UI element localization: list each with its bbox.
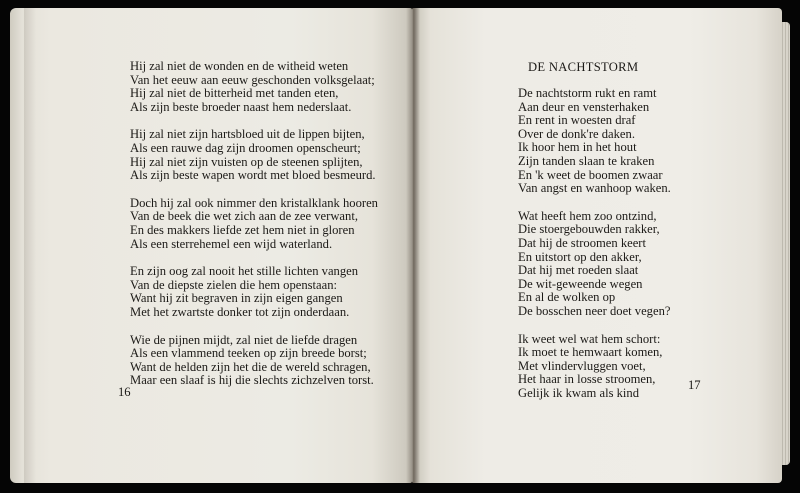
poem-line: En zijn oog zal nooit het stille lichten vangen xyxy=(130,264,359,279)
poem-line: Hij zal niet zijn hartsbloed uit de lippen bijten, xyxy=(130,127,365,142)
poem-line: En rent in woesten draf xyxy=(518,113,636,128)
poem-line: Van het eeuw aan eeuw geschonden volksgelaat; xyxy=(130,72,375,87)
poem-line: Als zijn beste broeder naast hem nederslaat. xyxy=(130,99,352,114)
stanza xyxy=(518,87,671,196)
poem-line: Hij zal niet zijn vuisten op de steenen splijten, xyxy=(130,154,363,169)
poem-line: Over de donk're daken. xyxy=(518,126,635,141)
right-poem xyxy=(518,87,671,414)
poem-line: Die stoergebouwden rakker, xyxy=(518,222,660,237)
poem-title: DE NACHTSTORM xyxy=(528,60,639,74)
left-page xyxy=(10,8,412,483)
poem-line: En uitstort op den akker, xyxy=(518,249,642,264)
stanza xyxy=(130,60,378,114)
book-gutter xyxy=(406,8,420,483)
poem-line: Met het zwartste donker tot zijn onderdaan. xyxy=(130,304,350,319)
poem-line: En 'k weet de boomen zwaar xyxy=(518,167,663,182)
poem-line: Hij zal niet de bitterheid met tanden eten, xyxy=(130,86,339,101)
poem-line: Hij zal niet de wonden en de witheid weten xyxy=(130,59,349,73)
page-number-left: 16 xyxy=(118,385,131,399)
right-page xyxy=(412,8,782,483)
poem-line: Ik hoor hem in het hout xyxy=(518,140,637,155)
stanza xyxy=(130,197,378,251)
stanza xyxy=(518,333,671,401)
poem-line: De nachtstorm rukt en ramt xyxy=(518,86,657,100)
poem-line: Dat hij met roeden slaat xyxy=(518,263,639,278)
poem-line: Van de beek die wet zich aan de zee verwant, xyxy=(130,209,358,224)
poem-line: Gelijk ik kwam als kind xyxy=(518,385,640,400)
poem-line: Als een rauwe dag zijn droomen openscheurt; xyxy=(130,140,361,155)
stanza xyxy=(130,128,378,182)
open-book xyxy=(10,8,782,483)
poem-line: Ik weet wel wat hem schort: xyxy=(518,331,661,346)
poem-line: Doch hij zal ook nimmer den kristalklank hooren xyxy=(130,195,378,210)
poem-line: Het haar in losse stroomen, xyxy=(518,372,656,387)
poem-line: Dat hij de stroomen keert xyxy=(518,235,646,250)
poem-line: Als zijn beste wapen wordt met bloed besmeurd. xyxy=(130,168,376,183)
poem-line: Wat heeft hem zoo ontzind, xyxy=(518,208,657,223)
stanza xyxy=(130,334,378,388)
left-page-edge xyxy=(24,8,36,483)
poem-line: Als een vlammend teeken op zijn breede borst; xyxy=(130,346,367,361)
poem-line: Zijn tanden slaan te kraken xyxy=(518,153,655,168)
poem-line: Want hij zit begraven in zijn eigen gangen xyxy=(130,291,343,306)
poem-line: En al de wolken op xyxy=(518,290,616,305)
poem-line: En des makkers liefde zet hem niet in gloren xyxy=(130,222,355,237)
poem-line: Maar een slaaf is hij die slechts zichzelven torst. xyxy=(130,373,374,388)
stanza xyxy=(130,265,378,319)
poem-line: De bosschen neer doet vegen? xyxy=(518,303,671,318)
poem-line: Met vlindervluggen voet, xyxy=(518,358,646,373)
page-block-edge xyxy=(780,22,790,465)
poem-line: Ik moet te hemwaart komen, xyxy=(518,345,663,360)
poem-line: Wie de pijnen mijdt, zal niet de liefde dragen xyxy=(130,332,358,347)
poem-line: Van de diepste zielen die hem openstaan: xyxy=(130,277,338,292)
poem-line: De wit-geweende wegen xyxy=(518,276,643,291)
page-number-right: 17 xyxy=(688,378,701,392)
poem-line: Van angst en wanhoop waken. xyxy=(518,181,671,196)
poem-line: Aan deur en vensterhaken xyxy=(518,99,650,114)
stanza xyxy=(518,210,671,319)
left-poem xyxy=(130,60,378,402)
poem-line: Als een sterrehemel een wijd waterland. xyxy=(130,236,333,251)
poem-line: Want de helden zijn het die de wereld schragen, xyxy=(130,359,371,374)
